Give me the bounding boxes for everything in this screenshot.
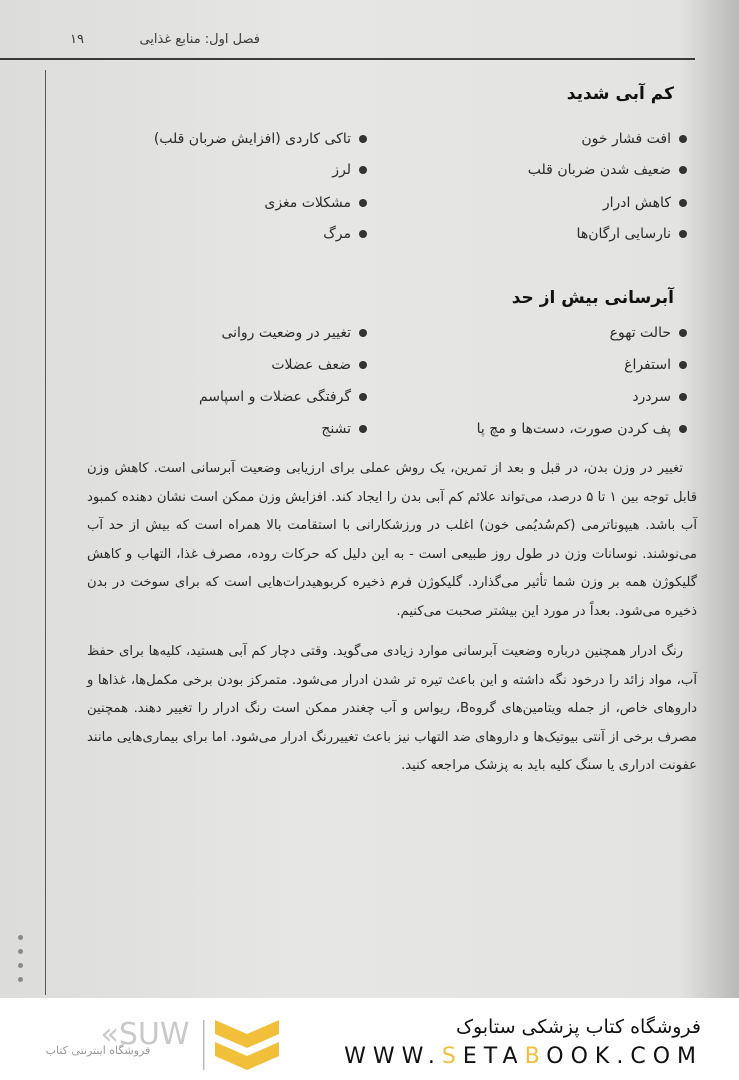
bullet-text: ضعف عضلات [271, 357, 351, 373]
bullet-item [323, 226, 367, 242]
bullet-item [577, 226, 687, 242]
bullet-item [603, 195, 687, 211]
url-part: WWW. [344, 1044, 442, 1069]
bullet-text: حالت تهوع [609, 325, 671, 341]
bullet-icon [679, 329, 687, 337]
bullet-item [632, 389, 687, 405]
bullet-text: مرگ [323, 226, 351, 242]
logo-tagline: فروشگاه اینترنتی کتاب [45, 1044, 151, 1057]
bullet-item [264, 195, 367, 211]
section-heading-overhydration: آبرسانی بیش از حد [511, 288, 674, 308]
chapter-title: فصل اول: منابع غذایی [139, 32, 260, 47]
bullet-item [221, 325, 367, 341]
paragraph-weight: تغییر در وزن بدن، در قبل و بعد از تمرین، یک روش عملی برای ارزیابی وضعیت آبرسانی است. کاهش وزن قابل توجه بین ۱ تا ۵ درصد، می‌تواند علائم کم آبی بدن را ایجاد کند. افزایش وزن ممکن است نشان دهنده کمبود آب باشد. هیپوناترمی (کم‌سُدیُمی خون) اغلب در ورزشکارانی با استقامت بالا همراه است که بیش از حد آب می‌نوشند. نوسانات وزن در طول روز طبیعی است - به این دلیل که حرکات روده، مصرف غذا، التهاب و کاهش گلیکوژن همه بر وزن شما تأثیر می‌گذارد. گلیکوژن فرم ذخیره کربوهیدرات‌هایی است که برای سوخت در بدن ذخیره می‌شود. بعداً در مورد این بیشتر صحبت می‌کنیم. [87, 461, 697, 619]
bullet-icon [679, 361, 687, 369]
url-part: OOK.COM [546, 1044, 703, 1069]
bullet-text: گرفتگی عضلات و اسپاسم [198, 389, 351, 405]
store-url[interactable] [344, 1044, 703, 1069]
bullet-icon [679, 393, 687, 401]
url-accent: B [524, 1044, 547, 1069]
bullet-text: پف کردن صورت، دست‌ها و مچ پا [476, 421, 671, 437]
margin-line [45, 70, 46, 995]
bullet-icon [359, 230, 367, 238]
bullet-text: تغییر در وضعیت روانی [221, 325, 351, 341]
page-edge-dots [18, 935, 24, 991]
bullet-item [581, 131, 687, 147]
page-number: ۱۹ [70, 32, 84, 47]
bullet-icon [359, 393, 367, 401]
bullet-text: کاهش ادرار [602, 195, 671, 211]
bullet-icon [679, 425, 687, 433]
bullet-item [477, 421, 687, 437]
bullet-item [154, 131, 367, 147]
bullet-text: استفراغ [624, 357, 671, 373]
setabook-logo-icon [35, 1012, 295, 1072]
bullet-text: افت فشار خون [581, 131, 671, 147]
store-name: فروشگاه کتاب پزشکی ستابوک [455, 1016, 701, 1038]
bullet-icon [679, 135, 687, 143]
bullet-icon [359, 425, 367, 433]
bullet-icon [359, 329, 367, 337]
bullet-icon [359, 199, 367, 207]
bullet-item [199, 389, 367, 405]
url-part: ETA [462, 1044, 525, 1069]
bullet-item [610, 325, 687, 341]
bullet-icon [359, 135, 367, 143]
bullet-icon [679, 166, 687, 174]
bullet-item [271, 357, 367, 373]
bullet-icon [359, 166, 367, 174]
bullet-item [321, 421, 367, 437]
bullet-text: سردرد [632, 389, 671, 405]
bullet-text: تاکی کاردی (افزایش ضربان قلب) [153, 131, 351, 147]
bullet-text: لرز [332, 162, 351, 178]
bullet-text: نارسایی ارگان‌ها [576, 226, 671, 242]
bullet-text: مشکلات مغزی [264, 195, 351, 211]
bullet-item [528, 162, 687, 178]
header-rule [0, 58, 695, 60]
bullet-icon [679, 230, 687, 238]
bullet-text: تشنج [321, 421, 351, 437]
url-accent: S [441, 1044, 463, 1069]
bullet-icon [359, 361, 367, 369]
svg-text:«SUW: «SUW [100, 1017, 190, 1052]
running-header [70, 32, 260, 52]
bullet-item [332, 162, 367, 178]
bullet-item [624, 357, 687, 373]
footer-banner [0, 998, 739, 1080]
section-heading-dehydration: کم آبی شدید [566, 84, 674, 104]
bullet-icon [679, 199, 687, 207]
paragraph-urine-color: رنگ ادرار همچنین درباره وضعیت آبرسانی موارد زیادی می‌گوید. وقتی دچار کم آبی هستید، کلیه‌ها برای حفظ آب، مواد زائد را درخود نگه داشته و این باعث تیره تر شدن ادرار می‌شود. متمرکز بودن برخی مکمل‌ها، غذاها و داروهای خاص، از جمله ویتامین‌های گروهB، ریواس و آب چغندر ممکن است رنگ ادرار را تغییر دهند. همچنین مصرف برخی از آنتی بیوتیک‌ها و داروهای ضد التهاب نیز باعث تغییررنگ ادرار می‌شود. اما برای بیماری‌هایی مانند عفونت ادراری یا سنگ کلیه باید به پزشک مراجعه کنید. [87, 644, 697, 773]
bullet-text: ضعیف شدن ضربان قلب [527, 162, 671, 178]
